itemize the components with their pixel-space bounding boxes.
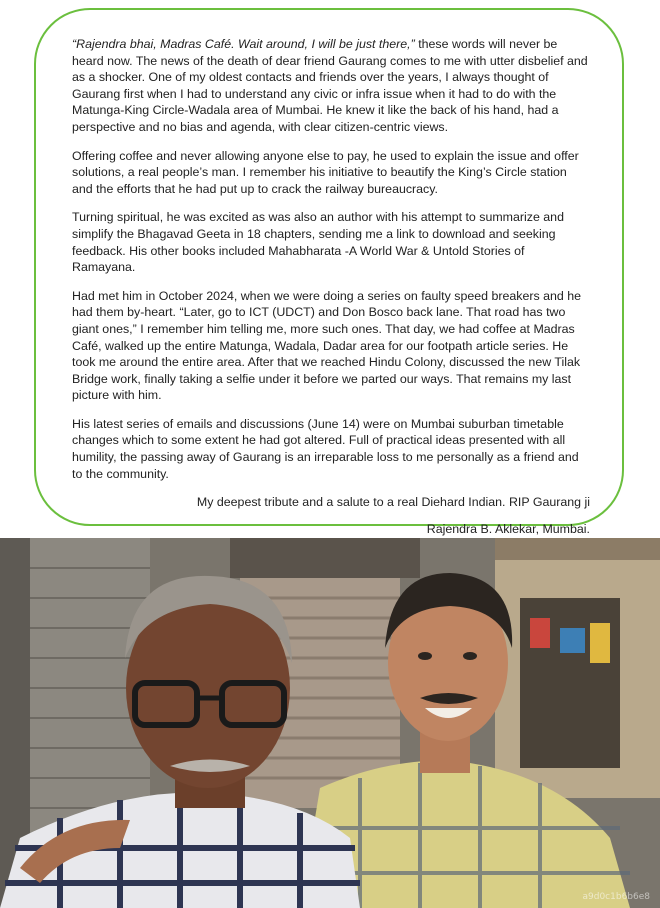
- selfie-photo: [0, 538, 660, 908]
- closing-line: My deepest tribute and a salute to a real Diehard Indian. RIP Gaurang ji: [196, 495, 590, 510]
- shop-goods-2: [560, 628, 585, 653]
- paragraph-3: Turning spiritual, he was excited as was also an author with his attempt to summarize and simplify the Bhagavad Geeta in 18 chapters, sending me a link to download and seeking feedback. His other books included Mahabharata -A World War & Untold Stories of Ramayana.: [72, 210, 564, 275]
- right-man-eye-left: [418, 652, 432, 660]
- selfie-illustration: [0, 538, 660, 908]
- tribute-card: [34, 8, 624, 536]
- paragraph-1-text: these words will never be heard now. The news of the death of dear friend Gaurang comes to me with utter disbelief and as a shocker. One of my oldest contacts and friends over the years, I always thought of Gaurang first when I had to understand any civic or infra issue when it had to do with the Matunga-King Circle-Wadala area of Mumbai. He knew it like the back of his hand, had a perspective and no bias and agenda, with clear citizen-centric views.: [72, 37, 588, 134]
- opening-quote: “Rajendra bhai, Madras Café. Wait around, I will be just there,”: [72, 37, 415, 51]
- paragraph-1: [72, 36, 590, 136]
- right-man-eye-right: [463, 652, 477, 660]
- shop-goods-3: [590, 623, 610, 663]
- photo-watermark: a9d0c1b6b6e8: [582, 892, 650, 902]
- signature: Rajendra B. Aklekar, Mumbai.: [426, 521, 590, 536]
- paragraph-2: Offering coffee and never allowing anyone else to pay, he used to explain the issue and offer solutions, a real people’s man. I remember his initiative to beautify the King’s Circle station and the efforts that he had put up to crack the railway bureaucracy.: [72, 148, 579, 196]
- paragraph-4: Had met him in October 2024, when we were doing a series on faulty speed breakers and he had them by-heart. “Later, go to ICT (UDCT) and Don Bosco back lane. That road has two giant ones,” I remember him telling me, more such ones. That day, we had coffee at Madras Café, walked up the entire Matunga, Wadala, Dadar area for our footpath article series. He took me around the entire area. After that we reached Hindu Colony, discussed the new Tilak Bridge work, finally taking a selfie under it before we parted our ways. That remains my last picture with him.: [72, 288, 581, 403]
- bridge-overhead: [230, 538, 420, 578]
- paragraph-5: His latest series of emails and discussions (June 14) were on Mumbai suburban timetable changes which to some extent he had got altered. Full of practical ideas presented with all humility, the passing away of Gaurang is an irreparable loss to me personally as a friend and to the community.: [72, 416, 579, 481]
- shop-goods-1: [530, 618, 550, 648]
- shop-sign: [495, 538, 660, 560]
